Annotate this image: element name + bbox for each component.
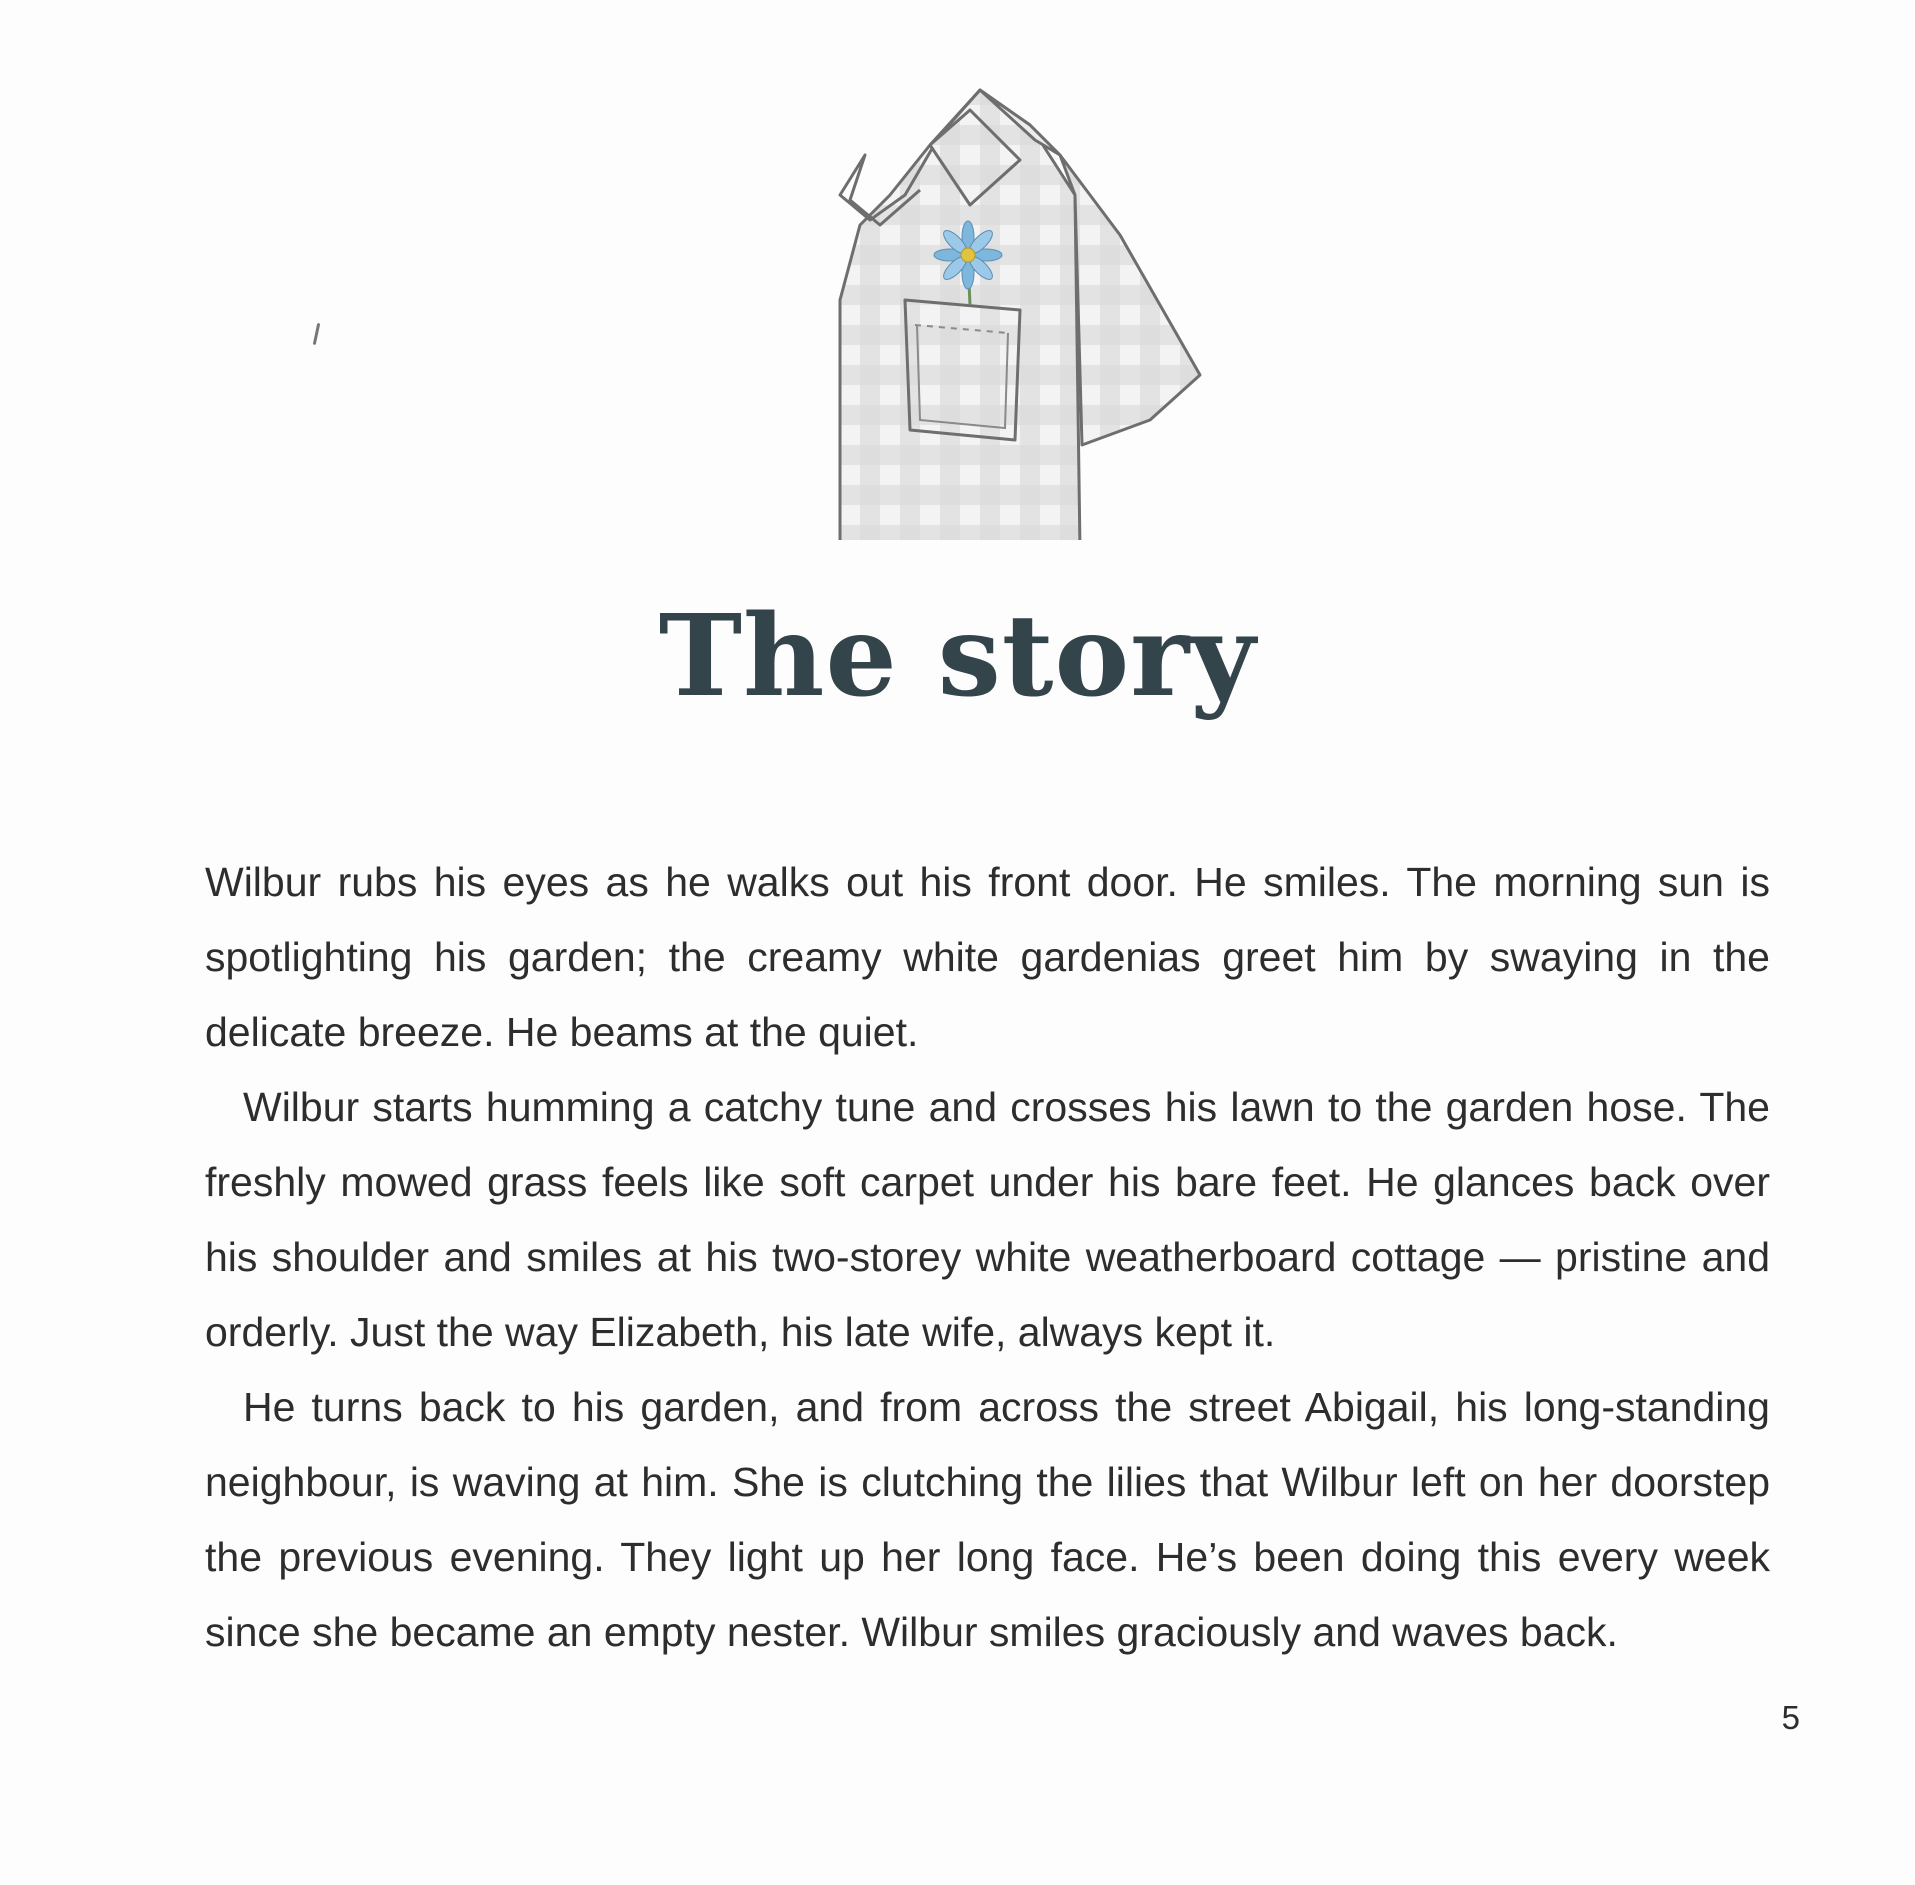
paragraph-3: He turns back to his garden, and from across the street Abigail, his long-standing neighbour, is waving at him. She is clutching the lilies that Wilbur left on her doorstep the previous evening. They light up her long face. He’s been doing this every week since she became an empty nester. Wilbur smiles graciously and waves back. xyxy=(205,1384,1770,1655)
paragraph-2: Wilbur starts humming a catchy tune and crosses his lawn to the garden hose. The freshly mowed grass feels like soft carpet under his bare feet. He glances back over his shoulder and smiles at his two-storey white weatherboard cottage — pristine and orderly. Just the way Elizabeth, his late wife, always kept it. xyxy=(205,1084,1770,1355)
shirt-illustration xyxy=(820,85,1210,540)
page-title: The story xyxy=(658,591,1257,722)
story-text xyxy=(205,845,1770,1670)
page-number: 5 xyxy=(1781,1699,1800,1736)
scan-mark xyxy=(313,323,321,345)
paragraph-1: Wilbur rubs his eyes as he walks out his front door. He smiles. The morning sun is spotlighting his garden; the creamy white gardenias greet him by swaying in the delicate breeze. He beams at the quiet. xyxy=(205,859,1770,1055)
